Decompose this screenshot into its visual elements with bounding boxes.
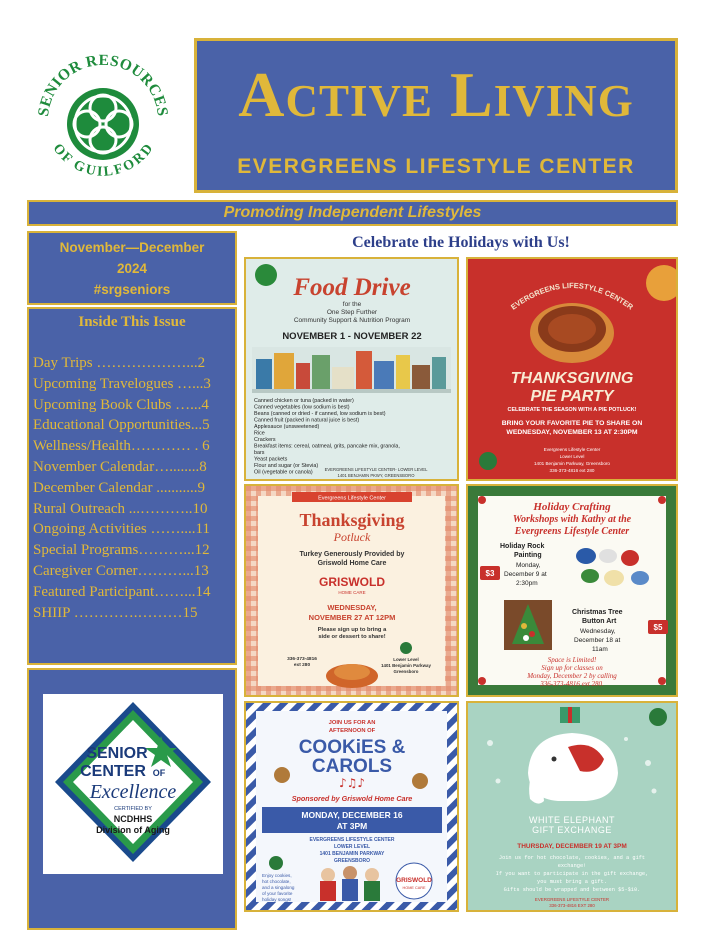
workshop2-day: Wednesday,	[580, 628, 616, 635]
potluck-note1: Please sign up to bring a	[317, 627, 387, 633]
pie-addr4: 336-373-4816 ext 280	[549, 468, 595, 473]
pie-line3: WEDNESDAY, NOVEMBER 13 AT 2:30PM	[506, 429, 638, 436]
cookies-loc3: 1401 BENJAMIN PARKWAY	[319, 851, 385, 857]
food-item: Applesauce (unsweetened)	[254, 424, 320, 430]
elephant-line1: Join us for hot chocolate, cookies, and a gift	[498, 855, 646, 861]
flyer-pie-party[interactable]	[466, 257, 678, 481]
food-drive-line3: Community Support & Nutrition Program	[293, 317, 411, 324]
elephant-date: THURSDAY, DECEMBER 19 AT 3PM	[517, 843, 627, 850]
masthead	[194, 38, 678, 193]
crafting-note2: Sign up for classes on	[541, 664, 603, 672]
cookies-date1: MONDAY, DECEMBER 16	[301, 810, 403, 820]
cookies-desc: hot chocolate,	[262, 879, 291, 884]
toc-item[interactable]: Caregiver Corner………...13	[33, 562, 209, 579]
toc-item[interactable]: Wellness/Health………… . 6	[33, 438, 210, 455]
workshop1-title2: Painting	[514, 552, 542, 559]
toc-item[interactable]: SHIIP ………….………15	[33, 604, 198, 621]
potluck-loc1: Lower Level	[393, 657, 419, 662]
food-drive-footer1: EVERGREENS LIFESTYLE CENTER- LOWER LEVEL	[324, 467, 428, 472]
food-drive-line1: for the	[342, 301, 362, 308]
badge-certified: CERTIFIED BY	[114, 806, 152, 812]
pie-line2: BRING YOUR FAVORITE PIE TO SHARE ON	[501, 420, 643, 427]
potluck-loc2: 1401 Benjamin Parkway	[381, 663, 431, 668]
srg-seal-icon	[255, 264, 277, 286]
toc-item[interactable]: Rural Outreach ...………..10	[33, 500, 208, 517]
food-item: Canned vegetables (low sodium is best)	[254, 404, 350, 411]
pie-line1: CELEBRATE THE SEASON WITH A PIE POTLUCK!	[507, 407, 637, 413]
potluck-loc3: Greensboro	[393, 669, 419, 674]
elephant-line3: If you want to participate in the gift exchange,	[495, 871, 649, 877]
cookies-loc2: LOWER LEVEL	[333, 844, 371, 850]
newsletter-subtitle: EVERGREENS LIFESTYLE CENTER	[237, 155, 635, 178]
flyer-cookies-carols[interactable]	[244, 701, 459, 912]
toc-item[interactable]: Ongoing Activities ……....11	[33, 521, 210, 538]
gift-box-icon	[560, 707, 580, 723]
food-item: Breakfast items: cereal, oatmeal, grits, pancake mix, granola,	[254, 443, 400, 450]
pie-icon	[530, 303, 614, 363]
cookies-desc: of your favorite	[262, 891, 293, 896]
carolers-illustration	[320, 866, 380, 901]
cookies-date2: AT 3PM	[336, 821, 368, 831]
srg-seal-icon	[649, 708, 667, 726]
newsletter-title: Active Living	[238, 59, 634, 130]
workshop2-price: $5	[653, 623, 663, 632]
workshop2-date: December 18 at	[574, 637, 621, 644]
cookies-title2: CAROLS	[311, 756, 393, 777]
roast-turkey-icon	[326, 664, 378, 688]
pumpkin-pie-icon	[646, 265, 676, 301]
cookies-loc4: GREENSBORO	[333, 858, 371, 864]
potluck-top: Evergreens Lifestyle Center	[318, 495, 386, 502]
cookies-desc: and a singalong	[262, 885, 295, 890]
badge-org2: Division of Aging	[96, 825, 170, 835]
issue-date-range: November—December	[59, 240, 205, 255]
srg-seal-icon	[479, 452, 497, 470]
table-of-contents	[27, 307, 237, 665]
logo-top-text: SENIOR RESOURCES	[35, 51, 171, 118]
flyer-food-drive[interactable]	[244, 257, 459, 481]
badge-senior: SENIOR	[86, 745, 148, 762]
excellence-panel	[27, 668, 237, 930]
elephant-icon	[528, 733, 618, 804]
hashtag: #srgseniors	[93, 282, 171, 297]
food-item: Beans (canned or dried - if canned, low sodium is best)	[254, 411, 386, 417]
potluck-phone1: 336-373-4816	[287, 657, 317, 662]
cookies-sponsor: Sponsored by Griswold Home Care	[291, 794, 413, 803]
painted-rocks-image	[576, 548, 649, 586]
cookie-icon	[412, 773, 428, 789]
food-item: Rice	[254, 430, 265, 437]
cookies-desc: holiday songs!	[262, 897, 292, 902]
food-item: Yeast packets	[254, 456, 288, 463]
food-item: bars	[254, 450, 265, 456]
workshop1-time: 2:30pm	[516, 580, 538, 587]
workshop1-date: December 9 at	[504, 571, 547, 578]
cookies-top1: JOIN US FOR AN	[328, 720, 376, 726]
button-tree-image	[504, 600, 552, 650]
griswold-brand-sub: HOME CARE	[338, 590, 366, 595]
cookie-icon	[274, 767, 290, 783]
elephant-footer2: 336-373-4816 EXT 280	[549, 903, 595, 908]
srg-seal-icon	[269, 856, 283, 870]
toc-item[interactable]: November Calendar…........8	[33, 458, 207, 475]
food-drive-dates: NOVEMBER 1 - NOVEMBER 22	[282, 331, 422, 342]
toc-item[interactable]: Educational Opportunities...5	[33, 417, 210, 434]
potluck-note2: side or dessert to share!	[318, 634, 386, 640]
issue-year: 2024	[116, 261, 148, 276]
griswold-brand-sub: HOME CARE	[402, 886, 426, 890]
flyer-white-elephant[interactable]	[466, 701, 678, 912]
elephant-title2: GIFT EXCHANGE	[532, 825, 612, 835]
pie-title2: PIE PARTY	[530, 388, 614, 405]
logo-bottom-text: OF GUILFORD	[49, 141, 157, 180]
pie-addr3: 1401 Benjamin Parkway, Greensboro	[533, 461, 611, 466]
food-item: Oil (vegetable or canola)	[254, 469, 313, 476]
flyer-thanksgiving-potluck[interactable]	[244, 484, 459, 697]
badge-excellence: Excellence	[89, 781, 177, 803]
workshop1-day: Monday,	[516, 562, 541, 569]
food-item: Flour and sugar (or Stevia)	[254, 463, 319, 469]
workshop2-title1: Christmas Tree	[572, 609, 623, 616]
holiday-section-heading: Celebrate the Holidays with Us!	[352, 234, 570, 251]
badge-center: CENTER	[80, 763, 146, 780]
toc-item[interactable]: Special Programs………...12	[33, 542, 210, 559]
food-item: Canned fruit (packed in natural juice is best)	[254, 417, 360, 424]
cookies-top2: AFTERNOON OF	[328, 728, 376, 734]
pie-title1: THANKSGIVING	[510, 370, 634, 387]
elephant-title1: WHITE ELEPHANT	[528, 815, 616, 825]
srg-seal-icon	[400, 642, 412, 654]
workshop1-title1: Holiday Rock	[500, 543, 545, 550]
food-drive-title: Food Drive	[293, 274, 411, 301]
cookies-loc1: EVERGREENS LIFESTYLE CENTER	[309, 837, 395, 843]
canned-goods-illustration	[252, 347, 451, 393]
griswold-brand: GRISWOLD	[396, 877, 432, 884]
tagline: Promoting Independent Lifestyles	[27, 200, 678, 226]
cookies-desc: Enjoy cookies,	[262, 873, 292, 878]
crafting-note1: Space is Limited!	[547, 656, 597, 664]
food-drive-line2: One Step Further	[326, 309, 378, 316]
badge-org1: NCDHHS	[113, 814, 153, 824]
toc-heading: Inside This Issue	[78, 314, 186, 330]
crafting-note3: Monday, December 2 by calling	[527, 672, 617, 680]
pie-addr2: Lower Level	[559, 454, 585, 459]
elephant-footer1: EVERGREENS LIFESTYLE CENTER	[534, 897, 610, 902]
potluck-date2: NOVEMBER 27 AT 12PM	[308, 613, 396, 622]
celtic-knot-icon	[26, 36, 180, 190]
food-drive-footer2: 1401 BENJAMIN PKWY, GREENSBORO	[337, 473, 415, 478]
potluck-line2: Griswold Home Care	[317, 560, 387, 567]
crafting-title3: Evergreens Lifestyle Center	[514, 526, 630, 537]
elephant-line5: Gifts should be wrapped and between $5-$10.	[503, 887, 641, 893]
toc-item[interactable]: Featured Participant……...14	[33, 583, 211, 600]
pie-top: EVERGREENS LIFESTYLE CENTER	[509, 280, 635, 312]
crafting-note4: 336-373-4816 ext 280.	[540, 680, 604, 688]
cookies-title1: COOKiES &	[298, 737, 406, 758]
griswold-brand: GRISWOLD	[319, 575, 385, 589]
potluck-line1: Turkey Generously Provided by	[299, 551, 405, 558]
workshop2-time: 11am	[592, 646, 608, 653]
toc-item[interactable]: Day Trips ………………...2	[33, 355, 206, 371]
potluck-title2: Potluck	[333, 530, 371, 544]
excellence-badge	[43, 694, 223, 874]
toc-item[interactable]: Upcoming Travelogues …...3	[33, 375, 211, 392]
crafting-title2: Workshops with Kathy at the	[512, 514, 632, 525]
badge-of: OF	[152, 768, 166, 778]
workshop2-title2: Button Art	[582, 618, 617, 625]
potluck-title1: Thanksgiving	[299, 510, 405, 530]
elephant-line2: exchange!	[557, 863, 587, 869]
music-notes-icon: ♪♫♪	[338, 776, 366, 790]
potluck-date1: WEDNESDAY,	[327, 603, 377, 612]
srg-logo	[26, 36, 180, 190]
workshop1-price: $3	[485, 569, 495, 578]
crafting-title1: Holiday Crafting	[533, 501, 611, 513]
pie-addr1: Evergreens Lifestyle Center	[543, 447, 601, 452]
potluck-phone2: ext 280	[293, 663, 311, 668]
food-item: Canned chicken or tuna (packed in water)	[254, 398, 354, 404]
food-item: Crackers	[254, 437, 276, 443]
toc-item[interactable]: December Calendar ...........9	[33, 479, 206, 496]
flyer-holiday-crafting[interactable]	[466, 484, 678, 697]
toc-item[interactable]: Upcoming Book Clubs …...4	[33, 396, 209, 413]
elephant-line4: you must bring a gift.	[537, 879, 607, 885]
issue-date-box	[27, 231, 237, 305]
